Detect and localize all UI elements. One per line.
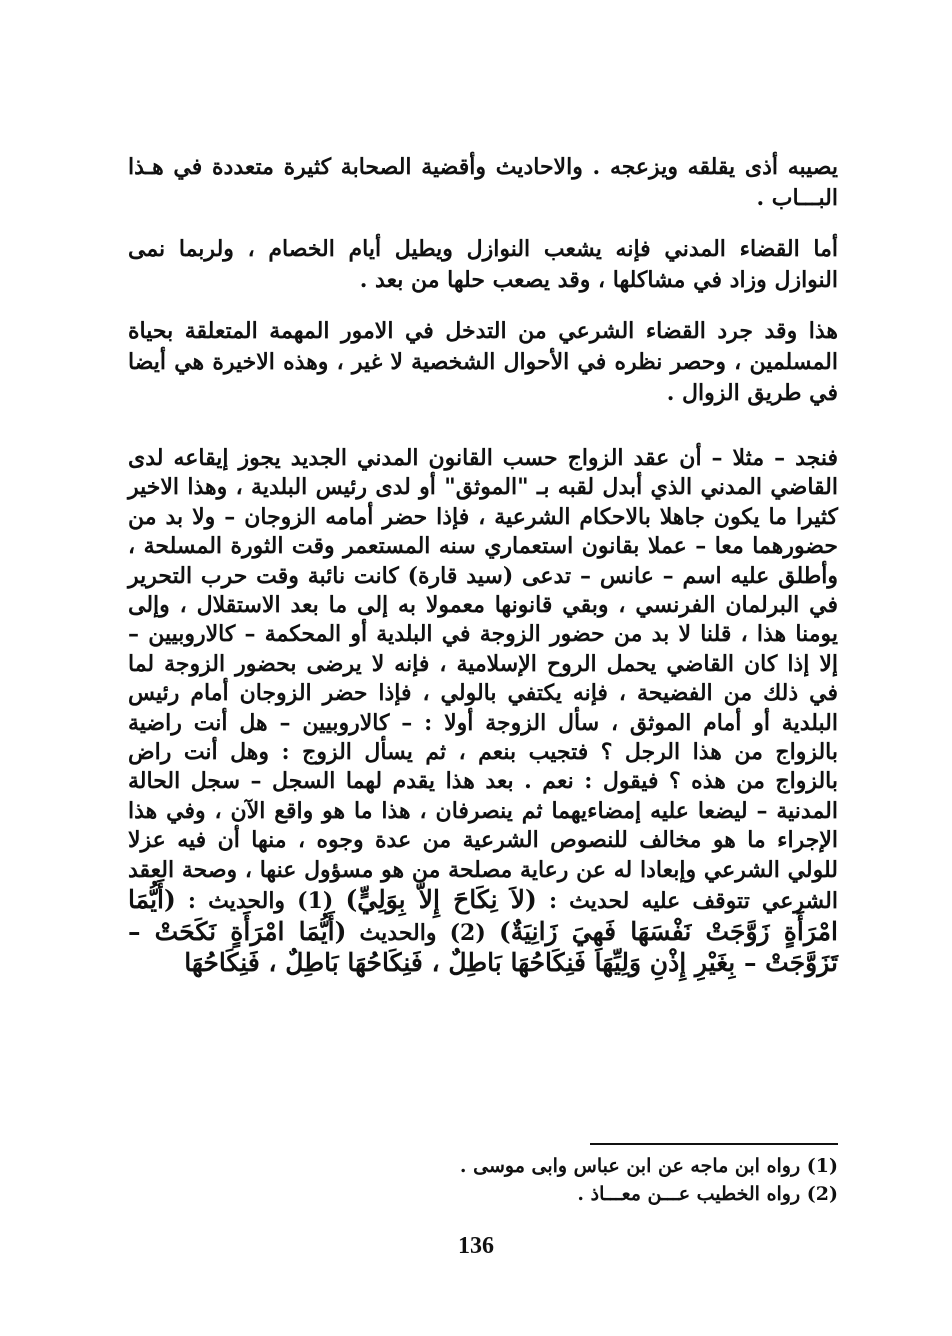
footnote-ref-2: (2)	[449, 919, 486, 946]
footnote-ref-1: (1)	[297, 888, 334, 915]
connector-2: والحديث	[359, 919, 437, 946]
paragraph-3: هذا وقد جرد القضاء الشرعي من التدخل في الامور المهمة المتعلقة بحياة المسلمين ، وحصر نظره في الأحوال الشخصية لا غير ، وهذه الاخيرة هي أيضا في طريق الزوال .	[128, 318, 838, 406]
hadith-1: (لاَ نِكَاحَ إِلاَّ بِوَلِيٍّ)	[345, 885, 537, 915]
hadith-2: (أَيُّمَا امْرَأَةٍ زَوَّجَتْ نَفْسَهَا فَهِيَ زَانِيَةٌ)	[128, 885, 838, 946]
connector-1: والحديث :	[187, 888, 286, 915]
paragraph-4-body: فنجد – مثلا – أن عقد الزواج حسب القانون المدني الجديد يجوز إيقاعه لدى القاضي المدني الذي أبدل لقبه بـ "الموثق" أو لدى رئيس البلدية ، وهذا الاخير كثيرا ما يكون جاهلا بالاحكام الشرعية ، فإذا حضر أمامه الزوجان – ولا بد من حضورهما معا – عملا بقانون استعماري سنه المستعمر وقت الثورة المسلحة ، وأطلق عليه اسم – عانس – تدعى (سيد قارة) كانت نائبة وقت حرب التحرير في البرلمان الفرنسي ، وبقي قانونها معمولا به إلى ما بعد الاستقلال ، وإلى يومنا هذا ، قلنا لا بد من حضور الزوجة في البلدية أو المحكمة – كالاروبيين – إلا إذا كان القاضي يحمل الروح الإسلامية ، فإنه لا يرضى بحضور الزوجة لما في ذلك من الفضيحة ، فإنه يكتفي بالولي ، فإذا حضر الزوجان أمام رئيس البلدية أو أمام الموثق ، سأل الزوجة أولا : – كالاروبيين – هل أنت راضية بالزواج من هذا الرجل ؟ فتجيب بنعم ، ثم يسأل الزوج : وهل أنت راض بالزواج من هذه ؟ فيقول : نعم . بعد هذا يقدم لهما السجل – سجل الحالة المدنية – ليضعا عليه إمضاءيهما ثم ينصرفان ، هذا ما هو واقع الآن ، وفي هذا الإجراء ما هو مخالف للنصوص الشرعية من عدة وجوه ، منها أن فيه عزلا للولي الشرعي وإبعادا له عن رعاية مصلحة من هو مسؤول عنها ، وصحة العقد الشرعي تتوقف عليه لحديث :	[128, 445, 838, 915]
footnote-divider	[590, 1143, 838, 1145]
hadith-3: (أَيُّمَا امْرَأَةٍ نَكَحَتْ – تَزَوَّجَتْ – بِغَيْرِ إِذْنِ وَلِيِّهَا فَنِكَاحُهَا بَاطِلٌ ، فَنِكَاحُهَا بَاطِلٌ ، فَنِكَاحُهَا	[128, 916, 838, 977]
upper-text	[128, 152, 838, 429]
paragraph-2: أما القضاء المدني فإنه يشعب النوازل ويطيل أيام الخصام ، ولربما نمى النوازل وزاد في مشاكلها ، وقد يصعب حلها من بعد .	[128, 236, 838, 293]
main-text	[128, 444, 838, 979]
paragraph-1: يصيبه أذى يقلقه ويزعجه . والاحاديث وأقضية الصحابة كثيرة متعددة في هـذا البـــاب .	[128, 154, 838, 211]
page-number: 136	[458, 1233, 494, 1259]
footnote-1: (1) رواه ابن ماجه عن ابن عباس وابى موسى .	[459, 1155, 838, 1177]
footnotes	[360, 1152, 838, 1208]
footnote-2: (2) رواه الخطيب عـــن معـــاذ .	[577, 1183, 838, 1205]
paragraph-4	[128, 444, 838, 979]
